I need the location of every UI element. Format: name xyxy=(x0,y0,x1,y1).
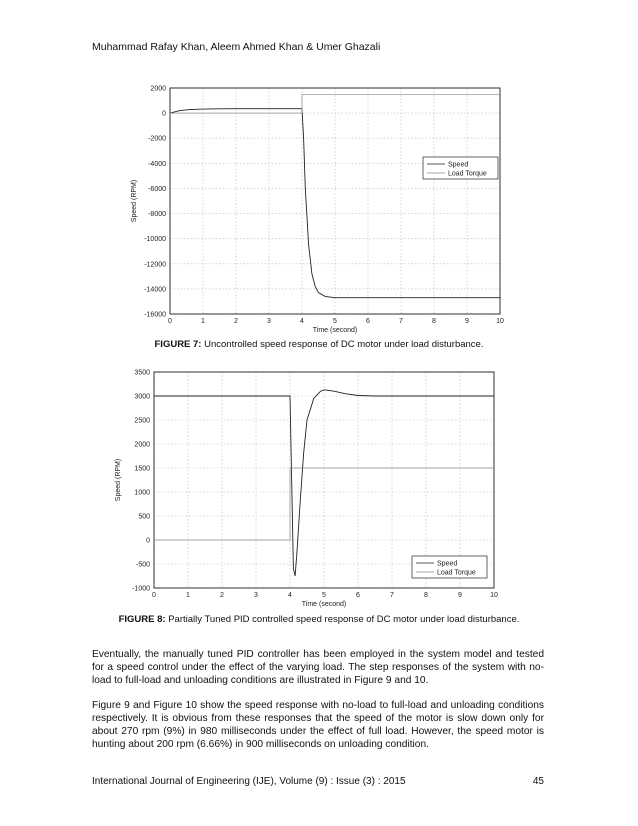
running-header: Muhammad Rafay Khan, Aleem Ahmed Khan & Umer Ghazali xyxy=(92,41,381,53)
x-tick-label: 6 xyxy=(366,318,370,325)
y-axis-label: Speed (RPM) xyxy=(131,179,138,223)
paragraph-1: Eventually, the manually tuned PID controller has been employed in the system model and tested for a speed control under the effect of the varying load. The step responses of the system with no-load to full-load and unloading conditions are illustrated in Figure 9 and 10. xyxy=(92,649,544,686)
y-tick-label: 0 xyxy=(162,110,166,118)
x-axis-label: Time (second) xyxy=(301,601,347,608)
y-tick-label: 3000 xyxy=(134,393,150,401)
x-tick-label: 8 xyxy=(424,592,428,599)
y-tick-label: 3500 xyxy=(134,369,150,377)
y-tick-label: 500 xyxy=(138,513,150,521)
y-tick-label: -2000 xyxy=(148,135,166,143)
page-footer xyxy=(92,776,544,787)
y-tick-label: -10000 xyxy=(144,236,166,244)
y-tick-label: 1500 xyxy=(134,465,150,473)
y-tick-label: -6000 xyxy=(148,185,166,193)
x-axis-label: Time (second) xyxy=(312,327,358,334)
y-axis-label: Speed (RPM) xyxy=(115,458,122,502)
figure-8-caption xyxy=(0,614,638,625)
y-tick-label: -8000 xyxy=(148,211,166,219)
x-tick-label: 5 xyxy=(322,592,326,599)
y-tick-label: 1000 xyxy=(134,489,150,497)
x-tick-label: 5 xyxy=(333,318,337,325)
footer-page-number: 45 xyxy=(532,776,544,787)
y-tick-label: -12000 xyxy=(144,261,166,269)
x-tick-label: 7 xyxy=(399,318,403,325)
x-tick-label: 0 xyxy=(168,318,172,325)
y-tick-label: 2500 xyxy=(134,417,150,425)
x-tick-label: 2 xyxy=(234,318,238,325)
legend-entry: Load Torque xyxy=(437,569,476,577)
figure-7-caption-text: Uncontrolled speed response of DC motor under load disturbance. xyxy=(201,339,484,350)
x-tick-label: 9 xyxy=(465,318,469,325)
x-tick-label: 1 xyxy=(186,592,190,599)
legend-entry: Speed xyxy=(437,560,458,568)
y-tick-label: 0 xyxy=(146,537,150,545)
y-tick-label: -500 xyxy=(135,561,150,569)
legend-entry: Load Torque xyxy=(448,170,487,178)
legend-entry: Speed xyxy=(448,161,469,169)
x-tick-label: 8 xyxy=(432,318,436,325)
y-tick-label: -16000 xyxy=(144,311,166,319)
x-tick-label: 9 xyxy=(458,592,462,599)
figure-7-caption-label: FIGURE 7: xyxy=(154,339,202,350)
paragraph-2: Figure 9 and Figure 10 show the speed response with no-load to full-load and unloading conditions respectively. It is obvious from these responses that the speed of the motor is slow down only for about 270 rpm (9%) in 980 milliseconds under the effect of full load. However, the speed motor is hunting about 200 rpm (6.66%) in 900 milliseconds on unloading condition. xyxy=(92,700,544,750)
x-tick-label: 10 xyxy=(490,592,498,599)
y-tick-label: 2000 xyxy=(134,441,150,449)
figure-7-caption xyxy=(0,339,638,350)
x-tick-label: 3 xyxy=(267,318,271,325)
y-tick-label: 2000 xyxy=(150,85,166,93)
x-tick-label: 2 xyxy=(220,592,224,599)
figure-7-chart xyxy=(118,82,518,338)
y-tick-label: -1000 xyxy=(132,585,150,593)
x-tick-label: 4 xyxy=(300,318,304,325)
figure-8-svg xyxy=(112,364,512,612)
y-tick-label: -14000 xyxy=(144,286,166,294)
figure-7-svg xyxy=(118,82,518,338)
figure-8-caption-label: FIGURE 8: xyxy=(118,614,166,625)
x-tick-label: 3 xyxy=(254,592,258,599)
figure-8-chart xyxy=(112,364,512,612)
x-tick-label: 1 xyxy=(201,318,205,325)
x-tick-label: 0 xyxy=(152,592,156,599)
x-tick-label: 4 xyxy=(288,592,292,599)
x-tick-label: 6 xyxy=(356,592,360,599)
figure-8-caption-text: Partially Tuned PID controlled speed response of DC motor under load disturbance. xyxy=(165,614,520,625)
x-tick-label: 10 xyxy=(496,318,504,325)
footer-journal: International Journal of Engineering (IJE), Volume (9) : Issue (3) : 2015 xyxy=(92,776,406,787)
series-line-load-torque xyxy=(154,468,494,540)
x-tick-label: 7 xyxy=(390,592,394,599)
y-tick-label: -4000 xyxy=(148,160,166,168)
